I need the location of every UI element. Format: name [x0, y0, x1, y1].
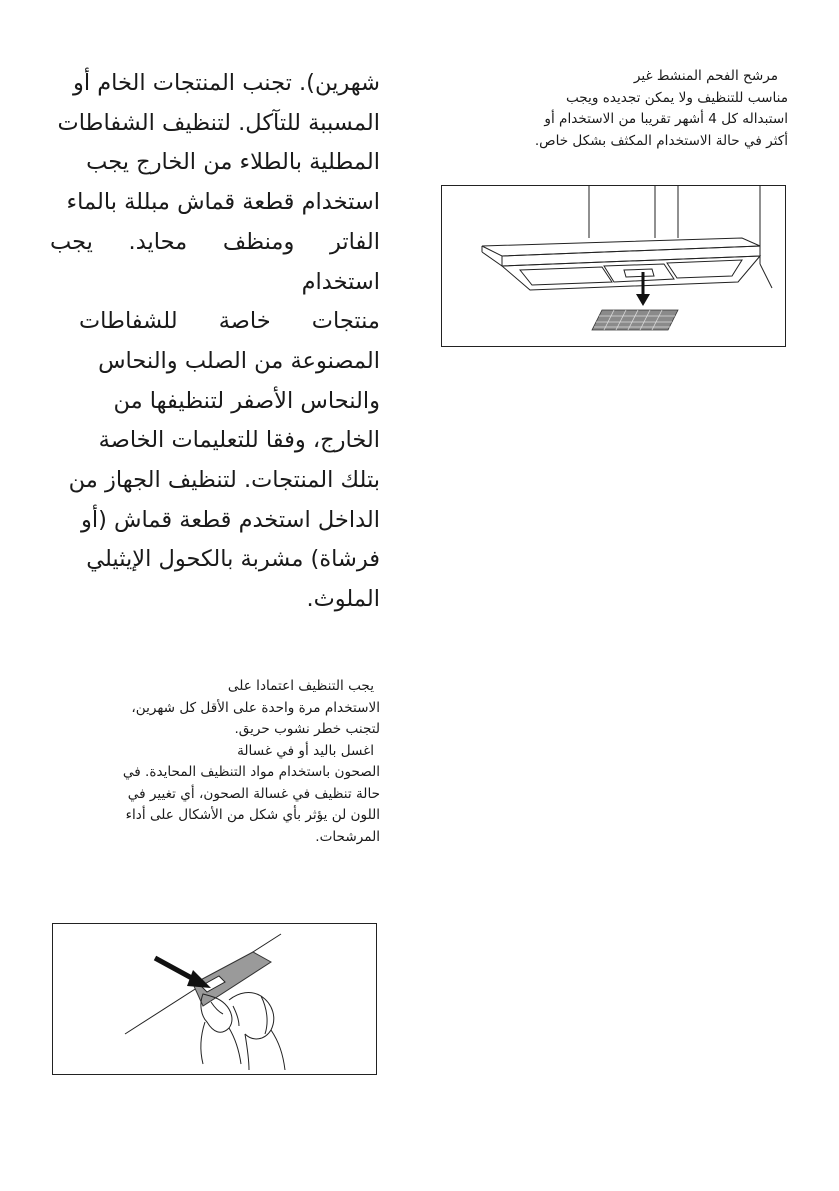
hands-release-filter-drawing [53, 924, 376, 1074]
text-line: الخارج، وفقا للتعليمات الخاصة [98, 427, 380, 454]
text-line: المصنوعة من الصلب والنحاس [98, 347, 380, 374]
text-line: يجب التنظيف اعتمادا على [227, 678, 374, 694]
text-line: مرشح الفحم المنشط غير [633, 68, 778, 84]
text-line: المطلية بالطلاء من الخارج يجب [86, 149, 380, 176]
text-line: الملوث. [306, 586, 380, 613]
text-line: الفاتر ومنظف محايد. يجب استخدام [50, 228, 380, 295]
cleaning-instructions-paragraph [50, 64, 380, 620]
text-line: اغسل باليد أو في غسالة [237, 742, 374, 759]
charcoal-filter-note [450, 66, 788, 152]
text-line: أكثر في حالة الاستخدام المكثف بشكل خاص. [534, 132, 788, 149]
text-line: الصحون باستخدام مواد التنظيف المحايدة. في [122, 764, 380, 780]
text-line: الاستخدام مرة واحدة على الأقل كل شهرين، [131, 699, 380, 716]
text-line: الداخل استخدم قطعة قماش (أو [81, 506, 380, 533]
text-line: شهرين). تجنب المنتجات الخام أو [72, 70, 380, 96]
text-line: المرشحات. [315, 828, 380, 845]
text-line: استخدام قطعة قماش مبللة بالماء [66, 189, 380, 216]
text-line: فرشاة) مشربة بالكحول الإيثيلي [86, 546, 380, 573]
text-line: والنحاس الأصفر لتنظيفها من [113, 387, 380, 414]
text-line: اللون لن يؤثر بأي شكل من الأشكال على أداء [125, 807, 380, 823]
text-line: بتلك المنتجات. لتنظيف الجهاز من [68, 467, 380, 494]
cooker-hood-drawing [442, 186, 785, 346]
text-line: استبداله كل 4 أشهر تقريبا من الاستخدام أو [544, 111, 788, 127]
text-line: المسببة للتآكل. لتنظيف الشفاطات [57, 109, 380, 136]
text-line: حالة تنظيف في غسالة الصحون، أي تغيير في [127, 785, 380, 802]
grease-filter-note [50, 676, 380, 848]
filter-latch-illustration [52, 923, 377, 1075]
hood-filter-illustration [441, 185, 786, 347]
text-line: لتجنب خطر نشوب حريق. [234, 721, 380, 737]
text-line: مناسب للتنظيف ولا يمكن تجديده ويجب [565, 89, 788, 106]
text-line: منتجات خاصة للشفاطات [79, 308, 380, 335]
